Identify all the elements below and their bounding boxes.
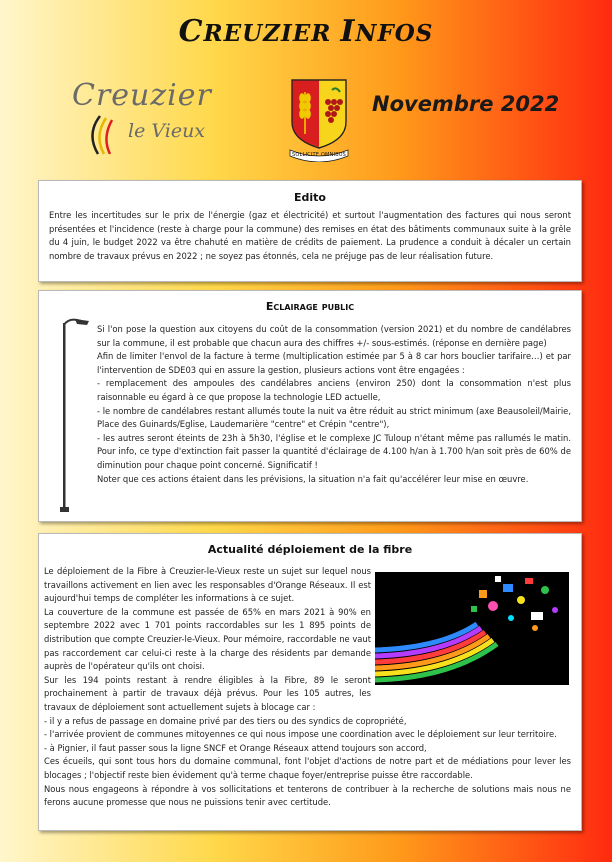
issue-date: Novembre 2022 xyxy=(372,92,560,116)
eclairage-heading: Eclairage public xyxy=(265,300,355,313)
eclairage-paragraph: Noter que ces actions étaient dans les prévisions, la situation n'a fait qu'accélérer leur mise en œuvre. xyxy=(97,473,529,484)
eclairage-section xyxy=(38,290,582,522)
fibre-heading: Actualité déploiement de la fibre xyxy=(207,543,413,556)
edito-body: Entre les incertitudes sur le prix de l'énergie (gaz et électricité) et surtout l'augmentation des factures qui nous seront présentées et l'incidence (reste à charge pour la commune) des remises en état des bâtiments communaux suite à la grêle du 4 juin, le budget 2022 va être chahuté en matière de crédits de paiement. La prudence a conduit à décaler un certain nombre de travaux prévus en 2022 ; ne soyez pas étonnés, cela ne préjuge pas de leur réalisation future. xyxy=(49,210,571,261)
fibre-section xyxy=(38,533,582,831)
eclairage-paragraph: Afin de limiter l'envol de la facture à terme (multiplication estimée par 5 à 8 car hors bouclier tarifaire…) et par l'intervention de SDE03 qui en assure la gestion, plusieurs actions vont être engagées : xyxy=(97,351,571,375)
shield-icon xyxy=(288,78,350,162)
fibre-paragraph: Ces écueils, qui sont tous hors du domaine communal, font l'objet d'actions de notre part et de médiations pour lever les blocages ; l'objectif reste bien évidement qu'à terme chaque foyer/entreprise puisse être raccordable. xyxy=(44,756,571,780)
fibre-paragraph: Sur les 194 points restant à rendre éligibles à la Fibre, 89 le seront prochainement à partir de travaux déjà prévus. Pour les 105 autres, les travaux de déploiement sont actuellement sujets à blocage car : xyxy=(44,674,371,712)
eclairage-paragraph: Si l'on pose la question aux citoyens du coût de la consommation (version 2021) et du nombre de candélabres sur la commune, il est probable que chacun aura des chiffres +/- sous-estimés. (réponse en dernière page) xyxy=(97,324,571,348)
village-logo xyxy=(72,78,232,156)
fibre-paragraph: Le déploiement de la Fibre à Creuzier-le-Vieux reste un sujet sur lequel nous travaillons activement en lien avec les responsables d'Orange Réseaux. Il est aujourd'hui temps de compléter les informations à ce sujet. xyxy=(44,566,371,604)
fibre-paragraph: - l'arrivée provient de communes mitoyennes ce qui nous impose une coordination avec le déploiement sur leur territoire. xyxy=(44,729,557,740)
fibre-paragraph: - à Pignier, il faut passer sous la ligne SNCF et Orange Réseaux attend toujours son accord, xyxy=(44,742,427,753)
eclairage-paragraph: - remplacement des ampoules des candélabres anciens (environ 250) dont la consommation n'est plus raisonnable eu égard à ce que propose la technologie LED actuelle, xyxy=(97,378,571,402)
eclairage-paragraph: - les autres seront éteints de 23h à 5h30, l'église et le complexe JC Tuloup n'étant même pas rallumés le matin. Pour info, ce type d'extinction fait passer la quantité d'éclairage de 4.100 h/an à 1.700 h/an soit près de 60% de diminution pour chaque point concerné. Significatif ! xyxy=(97,432,571,470)
newsletter-title: CREUZIER INFOS xyxy=(178,14,434,49)
fibre-paragraph: Nous nous engageons à répondre à vos sollicitations et tenterons de contribuer à la recherche de solutions mais nous ne ferons aucune promesse que nous ne puissions tenir avec certitude. xyxy=(44,783,571,808)
edito-section xyxy=(38,180,582,282)
eclairage-paragraph: - le nombre de candélabres restant allumés toute la nuit va être réduit au strict minimum (axe Beausoleil/Mairie, Place des Guinards/Eglise, Laudemarière "centre" et Crépin "centre"), xyxy=(97,405,571,430)
logo-line2: le Vieux xyxy=(128,120,206,142)
logo-line1: Creuzier xyxy=(72,78,212,113)
crest-motto: SOLLICITE OMNIBUS xyxy=(292,152,347,158)
coat-of-arms xyxy=(288,78,350,162)
street-lamp-icon xyxy=(51,309,91,514)
edito-heading: Edito xyxy=(294,191,326,204)
fibre-paragraph: - il y a refus de passage en domaine privé par des tiers ou des syndics de copropriété, xyxy=(44,715,407,726)
fibre-paragraph: La couverture de la commune est passée de 65% en mars 2021 à 90% en septembre 2022 avec 1 701 points raccordables sur les 1 895 points de distribution que compte Creuzier-le-Vieux. Pour mémoire, raccordable ne vaut pas raccordement car celui-ci reste à la charge des résidents par demande auprès de l'opérateur qu'ils ont choisi. xyxy=(44,606,371,672)
